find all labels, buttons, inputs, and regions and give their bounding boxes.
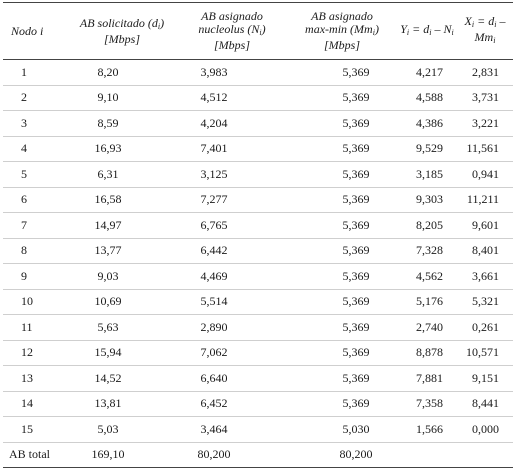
table-row — [3, 162, 513, 188]
cell-nucleolus: 3,125 — [177, 162, 287, 188]
header-row — [3, 3, 513, 60]
cell-nodo: 8 — [3, 238, 67, 264]
total-requested: 169,10 — [67, 442, 177, 468]
cell-x: 3,661 — [457, 264, 513, 290]
header-nodo: Nodo i — [3, 3, 67, 60]
table-row — [3, 391, 513, 417]
cell-y: 8,878 — [397, 340, 457, 366]
bandwidth-table — [3, 2, 513, 468]
data-table — [3, 2, 513, 468]
cell-nucleolus: 3,464 — [177, 417, 287, 443]
cell-x: 3,221 — [457, 111, 513, 137]
cell-x: 10,571 — [457, 340, 513, 366]
cell-requested: 8,20 — [67, 60, 177, 86]
cell-requested: 5,03 — [67, 417, 177, 443]
cell-nodo: 10 — [3, 289, 67, 315]
cell-maxmin: 5,369 — [287, 111, 397, 137]
cell-maxmin: 5,369 — [287, 162, 397, 188]
cell-nucleolus: 4,469 — [177, 264, 287, 290]
cell-nodo: 14 — [3, 391, 67, 417]
cell-x: 0,941 — [457, 162, 513, 188]
cell-maxmin: 5,030 — [287, 417, 397, 443]
cell-maxmin: 5,369 — [287, 391, 397, 417]
total-empty-y — [397, 442, 457, 468]
table-row — [3, 136, 513, 162]
cell-requested: 9,03 — [67, 264, 177, 290]
cell-y: 7,881 — [397, 366, 457, 392]
table-row — [3, 187, 513, 213]
cell-maxmin: 5,369 — [287, 136, 397, 162]
cell-maxmin: 5,369 — [287, 264, 397, 290]
cell-y: 3,185 — [397, 162, 457, 188]
table-row — [3, 289, 513, 315]
cell-y: 4,386 — [397, 111, 457, 137]
cell-x: 3,731 — [457, 85, 513, 111]
cell-x: 0,000 — [457, 417, 513, 443]
cell-nodo: 5 — [3, 162, 67, 188]
cell-y: 5,176 — [397, 289, 457, 315]
cell-nucleolus: 6,442 — [177, 238, 287, 264]
cell-nucleolus: 5,514 — [177, 289, 287, 315]
cell-requested: 6,31 — [67, 162, 177, 188]
cell-nodo: 3 — [3, 111, 67, 137]
cell-nodo: 15 — [3, 417, 67, 443]
cell-nucleolus: 7,062 — [177, 340, 287, 366]
cell-maxmin: 5,369 — [287, 366, 397, 392]
table-row — [3, 264, 513, 290]
cell-y: 4,217 — [397, 60, 457, 86]
cell-nodo: 1 — [3, 60, 67, 86]
total-row — [3, 442, 513, 468]
cell-nodo: 4 — [3, 136, 67, 162]
header-requested-bandwidth: AB solicitado $(d_i)$ [Mbps] — [67, 3, 177, 60]
cell-x: 2,831 — [457, 60, 513, 86]
cell-nucleolus: 6,640 — [177, 366, 287, 392]
table-row — [3, 417, 513, 443]
header-y-difference: $Y_i = d_i - N_i$ — [397, 3, 457, 60]
table-row — [3, 238, 513, 264]
cell-nucleolus: 6,765 — [177, 213, 287, 239]
cell-nucleolus: 7,401 — [177, 136, 287, 162]
cell-y: 7,328 — [397, 238, 457, 264]
cell-x: 9,601 — [457, 213, 513, 239]
cell-nucleolus: 2,890 — [177, 315, 287, 341]
total-label: AB total — [3, 442, 67, 468]
total-empty-x — [457, 442, 513, 468]
table-row — [3, 315, 513, 341]
table-row — [3, 60, 513, 86]
cell-nodo: 11 — [3, 315, 67, 341]
cell-requested: 10,69 — [67, 289, 177, 315]
cell-y: 7,358 — [397, 391, 457, 417]
cell-y: 1,566 — [397, 417, 457, 443]
cell-requested: 13,81 — [67, 391, 177, 417]
cell-x: 5,321 — [457, 289, 513, 315]
cell-nucleolus: 4,512 — [177, 85, 287, 111]
header-x-difference: $X_i = d_i - Mm_i$ — [457, 3, 513, 60]
cell-x: 9,151 — [457, 366, 513, 392]
cell-y: 9,529 — [397, 136, 457, 162]
header-nucleolus-bandwidth: AB asignado nucleolus $(N_i)$ [Mbps] — [177, 3, 287, 60]
table-row — [3, 340, 513, 366]
total-nucleolus: 80,200 — [177, 442, 287, 468]
cell-maxmin: 5,369 — [287, 340, 397, 366]
cell-nodo: 9 — [3, 264, 67, 290]
cell-x: 11,211 — [457, 187, 513, 213]
cell-x: 8,401 — [457, 238, 513, 264]
total-maxmin: 80,200 — [287, 442, 397, 468]
cell-requested: 5,63 — [67, 315, 177, 341]
cell-nodo: 2 — [3, 85, 67, 111]
cell-maxmin: 5,369 — [287, 315, 397, 341]
cell-x: 0,261 — [457, 315, 513, 341]
table-row — [3, 213, 513, 239]
table-body — [3, 60, 513, 468]
cell-x: 8,441 — [457, 391, 513, 417]
cell-nodo: 6 — [3, 187, 67, 213]
cell-maxmin: 5,369 — [287, 60, 397, 86]
cell-maxmin: 5,369 — [287, 187, 397, 213]
cell-y: 2,740 — [397, 315, 457, 341]
cell-requested: 16,93 — [67, 136, 177, 162]
cell-nucleolus: 3,983 — [177, 60, 287, 86]
cell-y: 9,303 — [397, 187, 457, 213]
cell-maxmin: 5,369 — [287, 85, 397, 111]
cell-requested: 13,77 — [67, 238, 177, 264]
cell-maxmin: 5,369 — [287, 289, 397, 315]
cell-x: 11,561 — [457, 136, 513, 162]
cell-nucleolus: 4,204 — [177, 111, 287, 137]
cell-requested: 15,94 — [67, 340, 177, 366]
cell-requested: 14,52 — [67, 366, 177, 392]
cell-maxmin: 5,369 — [287, 213, 397, 239]
cell-requested: 14,97 — [67, 213, 177, 239]
table-row — [3, 366, 513, 392]
table-row — [3, 85, 513, 111]
cell-y: 4,588 — [397, 85, 457, 111]
cell-nucleolus: 7,277 — [177, 187, 287, 213]
cell-y: 4,562 — [397, 264, 457, 290]
table-row — [3, 111, 513, 137]
cell-nodo: 7 — [3, 213, 67, 239]
cell-nucleolus: 6,452 — [177, 391, 287, 417]
cell-requested: 16,58 — [67, 187, 177, 213]
cell-requested: 9,10 — [67, 85, 177, 111]
cell-maxmin: 5,369 — [287, 238, 397, 264]
cell-nodo: 12 — [3, 340, 67, 366]
cell-y: 8,205 — [397, 213, 457, 239]
header-maxmin-bandwidth: AB asignado max-min $(Mm_i)$ [Mbps] — [287, 3, 397, 60]
cell-requested: 8,59 — [67, 111, 177, 137]
cell-nodo: 13 — [3, 366, 67, 392]
